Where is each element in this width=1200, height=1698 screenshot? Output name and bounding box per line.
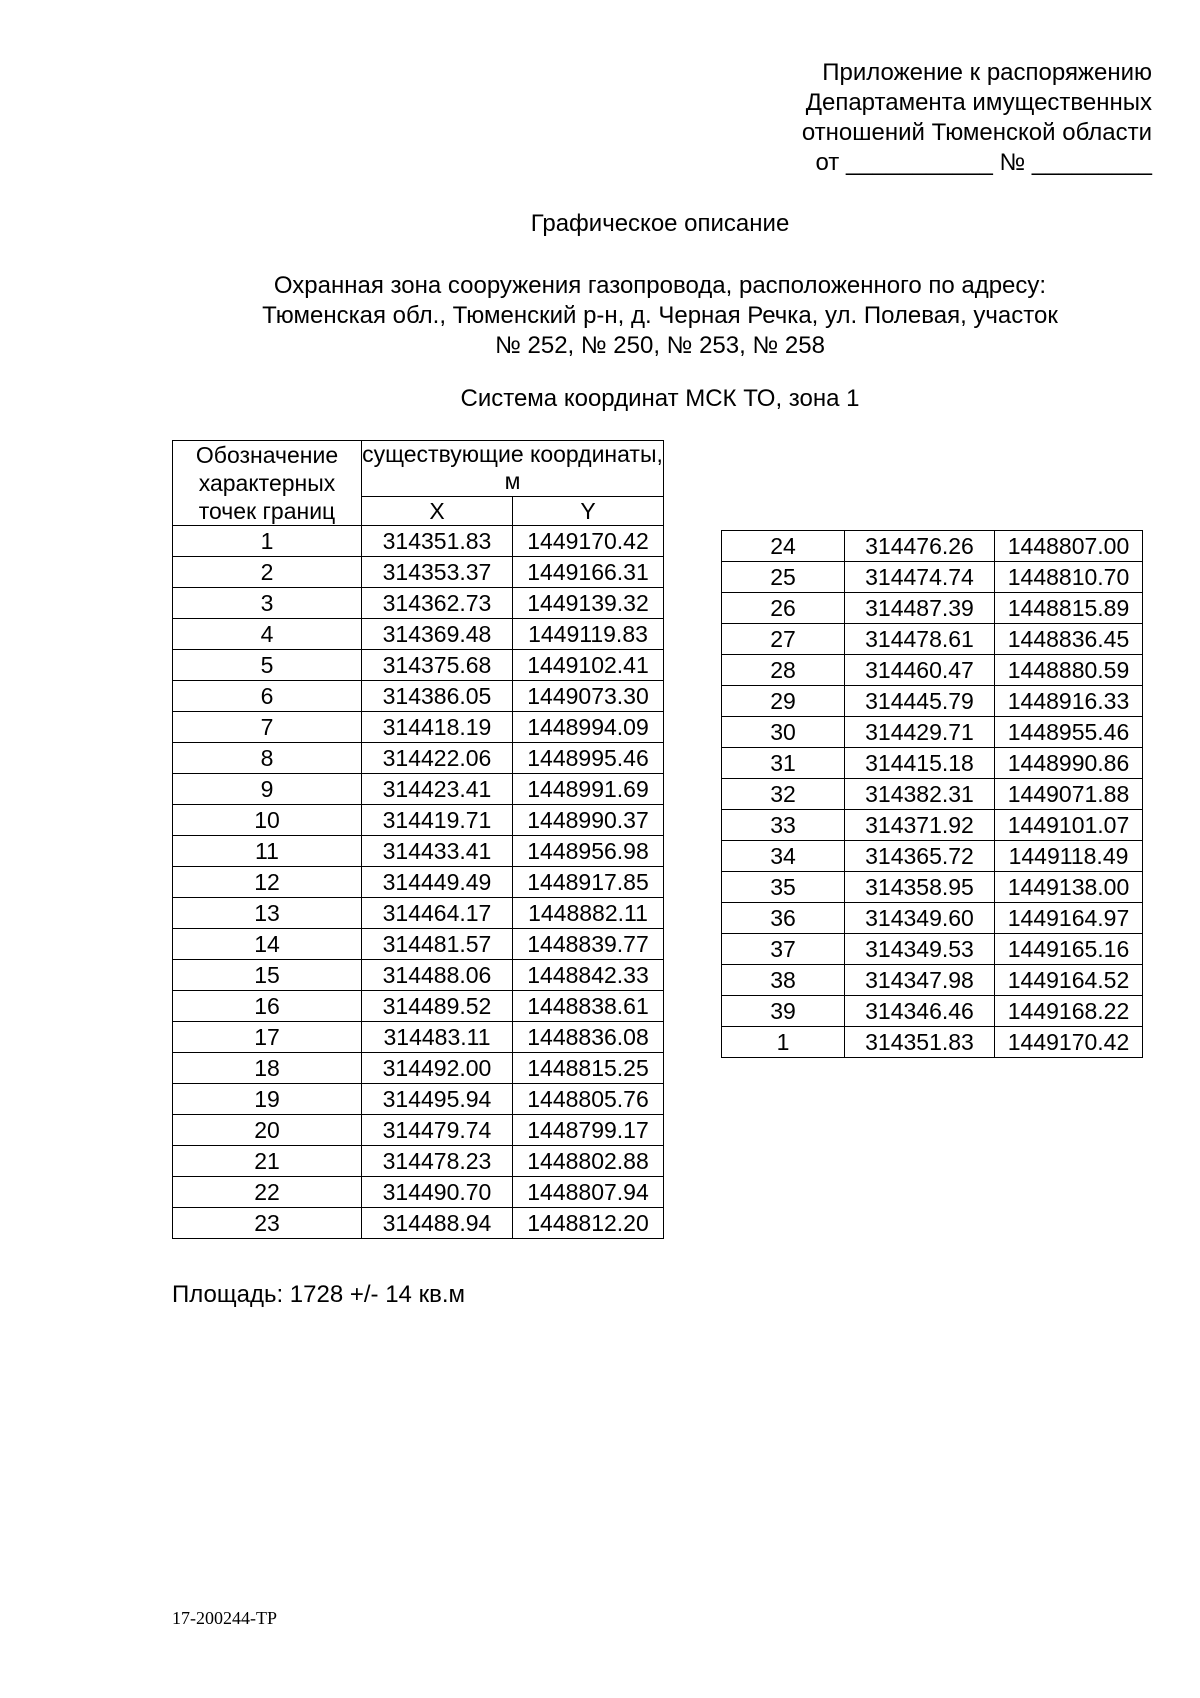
x-coordinate-cell: 314487.39 <box>845 593 995 624</box>
table-row <box>722 903 1143 934</box>
table-row <box>173 681 664 712</box>
table-row <box>173 1053 664 1084</box>
point-number-cell: 39 <box>722 996 845 1027</box>
point-number-cell: 22 <box>173 1177 362 1208</box>
point-number-cell: 20 <box>173 1115 362 1146</box>
table-row <box>173 960 664 991</box>
x-coordinate-cell: 314351.83 <box>362 526 513 557</box>
y-coordinate-cell: 1448836.45 <box>995 624 1143 655</box>
y-coordinate-cell: 1448799.17 <box>513 1115 664 1146</box>
x-coordinate-cell: 314433.41 <box>362 836 513 867</box>
point-number-cell: 8 <box>173 743 362 774</box>
x-coordinate-cell: 314490.70 <box>362 1177 513 1208</box>
x-coordinate-cell: 314464.17 <box>362 898 513 929</box>
table-row <box>722 810 1143 841</box>
subject-line-2: Тюменская обл., Тюменский р-н, д. Черная Речка, ул. Полевая, участок <box>262 302 1058 329</box>
x-coordinate-cell: 314346.46 <box>845 996 995 1027</box>
y-coordinate-cell: 1448956.98 <box>513 836 664 867</box>
table-row <box>173 836 664 867</box>
y-coordinate-cell: 1448917.85 <box>513 867 664 898</box>
y-coordinate-cell: 1448805.76 <box>513 1084 664 1115</box>
point-number-cell: 35 <box>722 872 845 903</box>
y-coordinate-cell: 1449139.32 <box>513 588 664 619</box>
point-number-cell: 4 <box>173 619 362 650</box>
table-row <box>722 593 1143 624</box>
y-coordinate-cell: 1449101.07 <box>995 810 1143 841</box>
x-coordinate-cell: 314492.00 <box>362 1053 513 1084</box>
point-number-cell: 33 <box>722 810 845 841</box>
table-row <box>722 686 1143 717</box>
y-coordinate-cell: 1449073.30 <box>513 681 664 712</box>
coordinates-table-left <box>172 440 664 1239</box>
y-coordinate-cell: 1449118.49 <box>995 841 1143 872</box>
table-row <box>722 1027 1143 1058</box>
table-row <box>722 717 1143 748</box>
table-row <box>173 805 664 836</box>
x-coordinate-cell: 314449.49 <box>362 867 513 898</box>
y-coordinate-cell: 1448916.33 <box>995 686 1143 717</box>
table-row <box>173 650 664 681</box>
table-row <box>173 619 664 650</box>
x-coordinate-cell: 314489.52 <box>362 991 513 1022</box>
x-coordinate-cell: 314418.19 <box>362 712 513 743</box>
x-coordinate-cell: 314423.41 <box>362 774 513 805</box>
x-coordinate-cell: 314422.06 <box>362 743 513 774</box>
x-coordinate-cell: 314386.05 <box>362 681 513 712</box>
y-coordinate-cell: 1449164.97 <box>995 903 1143 934</box>
y-coordinate-cell: 1448955.46 <box>995 717 1143 748</box>
document-number: 17-200244-ТР <box>172 1608 277 1628</box>
table-row <box>722 872 1143 903</box>
point-number-cell: 34 <box>722 841 845 872</box>
header-existing-coordinates: существующие координаты, м <box>362 441 663 495</box>
x-coordinate-cell: 314478.23 <box>362 1146 513 1177</box>
x-coordinate-cell: 314429.71 <box>845 717 995 748</box>
table-row <box>722 624 1143 655</box>
point-number-cell: 5 <box>173 650 362 681</box>
x-coordinate-cell: 314382.31 <box>845 779 995 810</box>
x-coordinate-cell: 314483.11 <box>362 1022 513 1053</box>
table-row <box>173 557 664 588</box>
y-coordinate-cell: 1448994.09 <box>513 712 664 743</box>
y-coordinate-cell: 1448839.77 <box>513 929 664 960</box>
point-number-cell: 1 <box>722 1027 845 1058</box>
subject-line-1: Охранная зона сооружения газопровода, расположенного по адресу: <box>273 272 1047 299</box>
point-number-cell: 24 <box>722 531 845 562</box>
point-number-cell: 14 <box>173 929 362 960</box>
table-row <box>722 965 1143 996</box>
y-coordinate-cell: 1448810.70 <box>995 562 1143 593</box>
document-title: Графическое описание <box>530 210 790 237</box>
x-coordinate-cell: 314445.79 <box>845 686 995 717</box>
point-number-cell: 23 <box>173 1208 362 1239</box>
area-summary: Площадь: 1728 +/- 14 кв.м <box>172 1281 465 1308</box>
table-row <box>173 588 664 619</box>
table-row <box>173 743 664 774</box>
table-row <box>722 562 1143 593</box>
y-coordinate-cell: 1448815.25 <box>513 1053 664 1084</box>
table-row <box>173 1146 664 1177</box>
table-row <box>173 1115 664 1146</box>
x-coordinate-cell: 314358.95 <box>845 872 995 903</box>
table-row <box>173 991 664 1022</box>
table-row <box>173 898 664 929</box>
point-number-cell: 28 <box>722 655 845 686</box>
point-number-cell: 27 <box>722 624 845 655</box>
table-row <box>722 531 1143 562</box>
point-number-cell: 19 <box>173 1084 362 1115</box>
point-number-cell: 18 <box>173 1053 362 1084</box>
table-row <box>722 841 1143 872</box>
point-number-cell: 30 <box>722 717 845 748</box>
appendix-line-3: отношений Тюменской области <box>801 119 1152 146</box>
x-coordinate-cell: 314351.83 <box>845 1027 995 1058</box>
table-row <box>173 929 664 960</box>
table-row <box>173 774 664 805</box>
table-row <box>173 1177 664 1208</box>
point-number-cell: 36 <box>722 903 845 934</box>
y-coordinate-cell: 1448807.00 <box>995 531 1143 562</box>
x-coordinate-cell: 314369.48 <box>362 619 513 650</box>
x-coordinate-cell: 314488.94 <box>362 1208 513 1239</box>
appendix-header <box>672 58 1152 178</box>
appendix-line-1: Приложение к распоряжению <box>822 59 1152 86</box>
table-row <box>722 934 1143 965</box>
x-coordinate-cell: 314488.06 <box>362 960 513 991</box>
x-coordinate-cell: 314481.57 <box>362 929 513 960</box>
subject-description <box>0 271 1200 361</box>
table-row <box>173 712 664 743</box>
point-number-cell: 31 <box>722 748 845 779</box>
point-number-cell: 25 <box>722 562 845 593</box>
header-y: Y <box>513 496 664 525</box>
y-coordinate-cell: 1449102.41 <box>513 650 664 681</box>
x-coordinate-cell: 314476.26 <box>845 531 995 562</box>
table-row <box>173 1208 664 1239</box>
x-coordinate-cell: 314362.73 <box>362 588 513 619</box>
table-row <box>722 655 1143 686</box>
table-row <box>722 996 1143 1027</box>
point-number-cell: 13 <box>173 898 362 929</box>
point-number-cell: 21 <box>173 1146 362 1177</box>
x-coordinate-cell: 314495.94 <box>362 1084 513 1115</box>
point-number-cell: 2 <box>173 557 362 588</box>
x-coordinate-cell: 314479.74 <box>362 1115 513 1146</box>
table-body-left <box>173 526 664 1239</box>
x-coordinate-cell: 314419.71 <box>362 805 513 836</box>
y-coordinate-cell: 1448991.69 <box>513 774 664 805</box>
table-row <box>173 867 664 898</box>
x-coordinate-cell: 314415.18 <box>845 748 995 779</box>
y-coordinate-cell: 1449138.00 <box>995 872 1143 903</box>
y-coordinate-cell: 1449164.52 <box>995 965 1143 996</box>
x-coordinate-cell: 314371.92 <box>845 810 995 841</box>
y-coordinate-cell: 1449119.83 <box>513 619 664 650</box>
point-number-cell: 3 <box>173 588 362 619</box>
y-coordinate-cell: 1448836.08 <box>513 1022 664 1053</box>
y-coordinate-cell: 1449170.42 <box>995 1027 1143 1058</box>
y-coordinate-cell: 1448995.46 <box>513 743 664 774</box>
y-coordinate-cell: 1448812.20 <box>513 1208 664 1239</box>
y-coordinate-cell: 1448990.37 <box>513 805 664 836</box>
y-coordinate-cell: 1448882.11 <box>513 898 664 929</box>
point-number-cell: 7 <box>173 712 362 743</box>
x-coordinate-cell: 314347.98 <box>845 965 995 996</box>
y-coordinate-cell: 1449166.31 <box>513 557 664 588</box>
point-number-cell: 1 <box>173 526 362 557</box>
x-coordinate-cell: 314365.72 <box>845 841 995 872</box>
y-coordinate-cell: 1448990.86 <box>995 748 1143 779</box>
y-coordinate-cell: 1448838.61 <box>513 991 664 1022</box>
table-row <box>722 779 1143 810</box>
table-row <box>173 526 664 557</box>
table-row <box>173 1084 664 1115</box>
x-coordinate-cell: 314375.68 <box>362 650 513 681</box>
appendix-line-2: Департамента имущественных <box>805 89 1152 116</box>
appendix-line-date-number: от ___________ № _________ <box>815 149 1152 176</box>
y-coordinate-cell: 1448842.33 <box>513 960 664 991</box>
table-body-right <box>722 531 1143 1058</box>
point-number-cell: 32 <box>722 779 845 810</box>
point-number-cell: 15 <box>173 960 362 991</box>
header-x: X <box>362 496 513 525</box>
y-coordinate-cell: 1448802.88 <box>513 1146 664 1177</box>
coordinate-system: Система координат МСК ТО, зона 1 <box>460 385 860 412</box>
point-number-cell: 6 <box>173 681 362 712</box>
x-coordinate-cell: 314349.53 <box>845 934 995 965</box>
x-coordinate-cell: 314349.60 <box>845 903 995 934</box>
subject-line-3: № 252, № 250, № 253, № 258 <box>495 332 825 359</box>
y-coordinate-cell: 1449071.88 <box>995 779 1143 810</box>
point-number-cell: 12 <box>173 867 362 898</box>
point-number-cell: 16 <box>173 991 362 1022</box>
point-number-cell: 38 <box>722 965 845 996</box>
point-number-cell: 26 <box>722 593 845 624</box>
point-number-cell: 10 <box>173 805 362 836</box>
x-coordinate-cell: 314460.47 <box>845 655 995 686</box>
y-coordinate-cell: 1448807.94 <box>513 1177 664 1208</box>
header-point-designation: Обозначение характерных точек границ <box>173 441 362 526</box>
y-coordinate-cell: 1448880.59 <box>995 655 1143 686</box>
x-coordinate-cell: 314478.61 <box>845 624 995 655</box>
y-coordinate-cell: 1448815.89 <box>995 593 1143 624</box>
y-coordinate-cell: 1449168.22 <box>995 996 1143 1027</box>
point-number-cell: 11 <box>173 836 362 867</box>
x-coordinate-cell: 314353.37 <box>362 557 513 588</box>
table-row <box>173 1022 664 1053</box>
y-coordinate-cell: 1449165.16 <box>995 934 1143 965</box>
point-number-cell: 37 <box>722 934 845 965</box>
point-number-cell: 29 <box>722 686 845 717</box>
x-coordinate-cell: 314474.74 <box>845 562 995 593</box>
table-row <box>722 748 1143 779</box>
point-number-cell: 17 <box>173 1022 362 1053</box>
point-number-cell: 9 <box>173 774 362 805</box>
coordinates-table-right <box>721 530 1143 1058</box>
y-coordinate-cell: 1449170.42 <box>513 526 664 557</box>
